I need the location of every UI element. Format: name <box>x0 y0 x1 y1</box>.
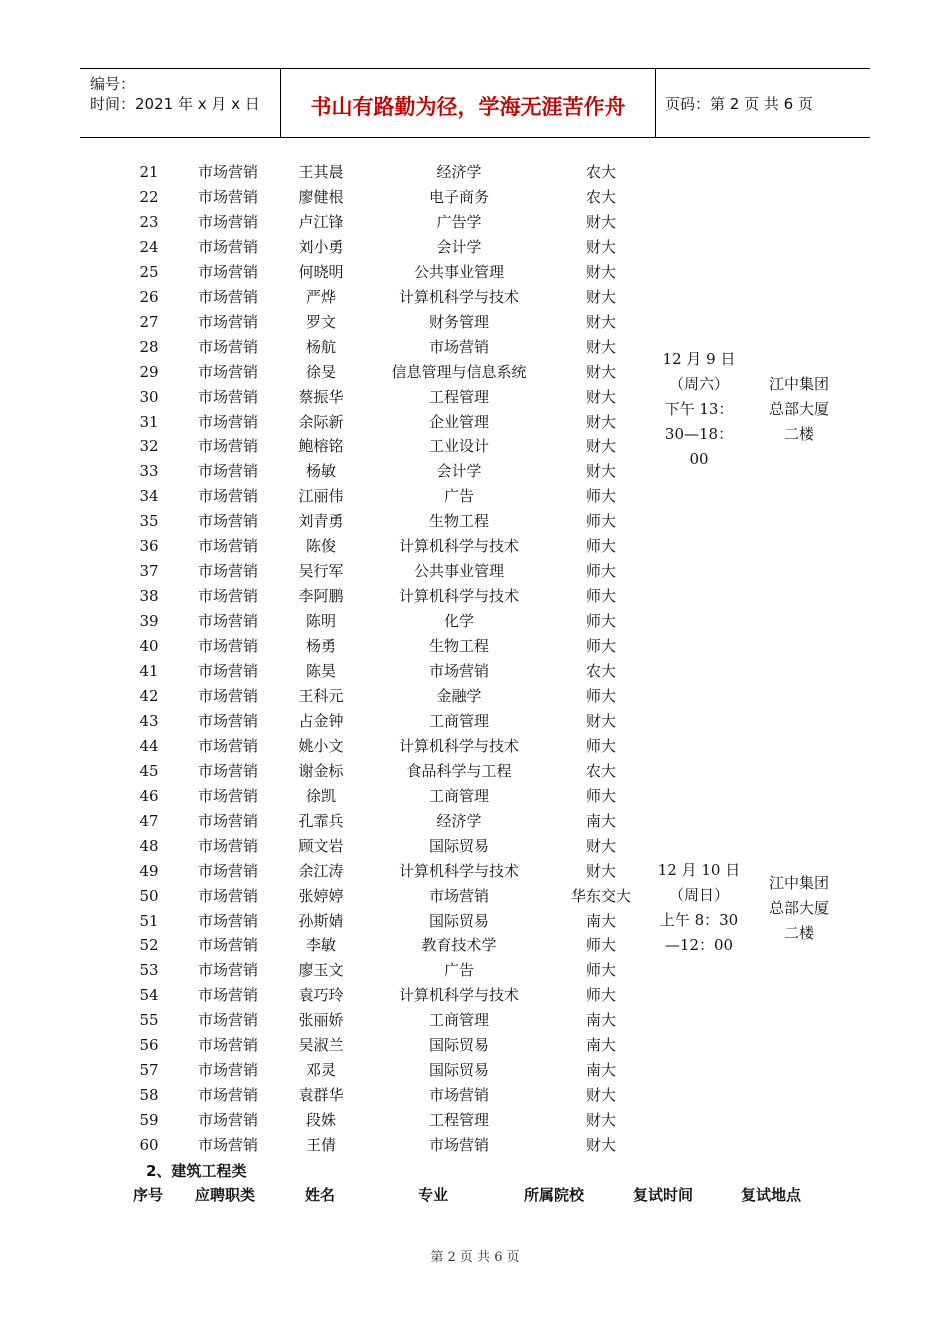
row-number: 30 <box>139 387 159 406</box>
school: 财大 <box>585 337 616 356</box>
major: 化学 <box>443 612 474 631</box>
row-number: 49 <box>139 861 159 880</box>
schedule-line: 二楼 <box>783 924 814 942</box>
row-number: 59 <box>139 1111 159 1130</box>
major: 国际贸易 <box>428 1061 489 1080</box>
table-row <box>0 210 950 235</box>
table-row <box>0 609 950 634</box>
candidate-name: 孔霏兵 <box>298 811 344 830</box>
school: 财大 <box>585 462 616 481</box>
row-number: 52 <box>139 936 159 955</box>
table-row <box>0 659 950 684</box>
table-row <box>0 534 950 559</box>
job-category: 市场营销 <box>197 287 258 306</box>
major: 国际贸易 <box>428 1036 489 1055</box>
job-category: 市场营销 <box>197 936 258 955</box>
major: 工程管理 <box>428 1111 489 1130</box>
school: 财大 <box>585 237 616 256</box>
schedule-line: 江中集团 <box>768 874 829 892</box>
job-category: 市场营销 <box>197 836 258 855</box>
school: 农大 <box>585 187 616 206</box>
table-row <box>0 958 950 983</box>
school: 师大 <box>585 637 616 656</box>
school: 财大 <box>585 387 616 406</box>
schedule-line: （周日） <box>668 886 729 904</box>
candidate-name: 袁巧玲 <box>298 986 344 1005</box>
row-number: 54 <box>139 986 159 1005</box>
candidate-name: 陈明 <box>305 612 336 631</box>
row-number: 23 <box>139 212 159 231</box>
school: 财大 <box>585 287 616 306</box>
candidate-name: 王其晨 <box>298 163 344 181</box>
job-category: 市场营销 <box>197 612 258 631</box>
page-footer: 第 2 页 共 6 页 <box>430 1250 520 1265</box>
major: 电子商务 <box>428 187 489 206</box>
column-header-place: 复试地点 <box>741 1186 802 1204</box>
major: 会计学 <box>436 462 482 481</box>
job-category: 市场营销 <box>197 637 258 656</box>
candidate-name: 蔡振华 <box>298 387 344 406</box>
table-row <box>0 459 950 484</box>
school: 财大 <box>585 412 616 431</box>
major: 财务管理 <box>428 312 489 331</box>
job-category: 市场营销 <box>197 587 258 606</box>
table-row <box>0 310 950 335</box>
table-row <box>0 160 950 185</box>
major: 计算机科学与技术 <box>398 537 519 556</box>
column-header-no: 序号 <box>133 1186 164 1204</box>
candidate-name: 廖玉文 <box>298 961 344 980</box>
row-number: 37 <box>139 562 159 581</box>
major: 公共事业管理 <box>413 262 504 281</box>
table-row <box>0 260 950 285</box>
job-category: 市场营销 <box>197 237 258 256</box>
table-row <box>0 809 950 834</box>
row-number: 45 <box>139 761 159 780</box>
column-header-school: 所属院校 <box>524 1186 585 1204</box>
row-number: 21 <box>139 163 159 181</box>
school: 财大 <box>585 312 616 331</box>
major: 市场营销 <box>428 1086 489 1105</box>
job-category: 市场营销 <box>197 1036 258 1055</box>
schedule-line: 30—18： <box>664 425 734 443</box>
major: 生物工程 <box>428 637 489 656</box>
row-number: 57 <box>139 1061 159 1080</box>
schedule-line: —12：00 <box>664 936 734 954</box>
job-category: 市场营销 <box>197 986 258 1005</box>
schedule-line: 总部大厦 <box>768 899 829 917</box>
job-category: 市场营销 <box>197 337 258 356</box>
row-number: 50 <box>139 886 159 905</box>
row-number: 28 <box>139 337 159 356</box>
major: 企业管理 <box>428 412 489 431</box>
candidate-name: 廖健根 <box>298 187 344 206</box>
candidate-name: 吴淑兰 <box>298 1036 344 1055</box>
job-category: 市场营销 <box>197 387 258 406</box>
major: 市场营销 <box>428 1136 489 1155</box>
job-category: 市场营销 <box>197 537 258 556</box>
job-category: 市场营销 <box>197 736 258 755</box>
schedule-line: 12 月 10 日 <box>657 861 741 879</box>
major: 信息管理与信息系统 <box>391 362 527 381</box>
school: 财大 <box>585 362 616 381</box>
job-category: 市场营销 <box>197 886 258 905</box>
motto: 书山有路勤为径，学海无涯苦作舟 <box>310 95 626 119</box>
job-category: 市场营销 <box>197 562 258 581</box>
school: 师大 <box>585 512 616 531</box>
candidate-name: 刘小勇 <box>298 237 344 256</box>
schedule-time-1 <box>650 347 748 472</box>
candidate-name: 严烨 <box>305 287 336 306</box>
row-number: 33 <box>139 462 159 481</box>
schedule-line: 二楼 <box>783 425 814 443</box>
row-number: 39 <box>139 612 159 631</box>
row-number: 58 <box>139 1086 159 1105</box>
date-label: 时间：2021 年 x 月 x 日 <box>90 95 260 113</box>
candidate-name: 李敏 <box>305 936 336 955</box>
job-category: 市场营销 <box>197 163 258 181</box>
table-row <box>0 734 950 759</box>
schedule-line: 总部大厦 <box>768 400 829 418</box>
school: 南大 <box>585 811 616 830</box>
major: 国际贸易 <box>428 836 489 855</box>
row-number: 32 <box>139 437 159 456</box>
table-row <box>0 834 950 859</box>
section-title: 2、建筑工程类 <box>146 1162 247 1180</box>
school: 农大 <box>585 662 616 680</box>
job-category: 市场营销 <box>197 312 258 331</box>
major: 国际贸易 <box>428 911 489 930</box>
candidate-name: 占金钟 <box>298 711 344 730</box>
candidate-name: 吴行军 <box>298 562 344 581</box>
job-category: 市场营销 <box>197 362 258 381</box>
school: 财大 <box>585 711 616 730</box>
column-header-time: 复试时间 <box>633 1186 694 1204</box>
row-number: 27 <box>139 312 159 331</box>
candidate-name: 段姝 <box>305 1111 336 1130</box>
job-category: 市场营销 <box>197 437 258 456</box>
row-number: 60 <box>139 1136 159 1155</box>
candidate-name: 卢江锋 <box>298 212 344 231</box>
header-page-cell <box>655 69 870 137</box>
schedule-time-2 <box>650 858 748 958</box>
candidate-name: 鲍榕铭 <box>298 437 344 456</box>
school: 农大 <box>585 761 616 780</box>
job-category: 市场营销 <box>197 462 258 481</box>
major: 工商管理 <box>428 1011 489 1030</box>
schedule-place-2 <box>750 871 848 946</box>
row-number: 44 <box>139 736 159 755</box>
job-category: 市场营销 <box>197 761 258 780</box>
job-category: 市场营销 <box>197 961 258 980</box>
candidate-name: 徐旻 <box>305 362 336 381</box>
candidate-name: 江丽伟 <box>298 487 344 506</box>
row-number: 42 <box>139 686 159 705</box>
table-row <box>0 484 950 509</box>
row-number: 48 <box>139 836 159 855</box>
table-row <box>0 1133 950 1158</box>
table-row <box>0 1108 950 1133</box>
major: 市场营销 <box>428 662 489 680</box>
candidate-name: 徐凯 <box>305 786 336 805</box>
table-row <box>0 1033 950 1058</box>
row-number: 26 <box>139 287 159 306</box>
row-number: 46 <box>139 786 159 805</box>
job-category: 市场营销 <box>197 711 258 730</box>
schedule-line: 下午 13： <box>664 400 734 418</box>
school: 师大 <box>585 587 616 606</box>
table-row <box>0 509 950 534</box>
job-category: 市场营销 <box>197 1136 258 1155</box>
candidate-name: 余江涛 <box>298 861 344 880</box>
major: 计算机科学与技术 <box>398 986 519 1005</box>
major: 金融学 <box>436 686 482 705</box>
row-number: 53 <box>139 961 159 980</box>
row-number: 43 <box>139 711 159 730</box>
table-row <box>0 684 950 709</box>
row-number: 56 <box>139 1036 159 1055</box>
school: 师大 <box>585 612 616 631</box>
major: 市场营销 <box>428 886 489 905</box>
row-number: 29 <box>139 362 159 381</box>
job-category: 市场营销 <box>197 811 258 830</box>
candidate-name: 余际新 <box>298 412 344 431</box>
schedule-place-1 <box>750 372 848 447</box>
school: 财大 <box>585 1111 616 1130</box>
row-number: 47 <box>139 811 159 830</box>
table-row <box>0 1058 950 1083</box>
school: 师大 <box>585 736 616 755</box>
candidate-name: 谢金标 <box>298 761 344 780</box>
major: 工程管理 <box>428 387 489 406</box>
table-row <box>0 335 950 360</box>
candidate-name: 顾文岩 <box>298 836 344 855</box>
candidate-name: 陈俊 <box>305 537 336 556</box>
job-category: 市场营销 <box>197 911 258 930</box>
major: 计算机科学与技术 <box>398 861 519 880</box>
row-number: 31 <box>139 412 159 431</box>
job-category: 市场营销 <box>197 212 258 231</box>
candidate-name: 张婷婷 <box>298 886 344 905</box>
schedule-line: （周六） <box>668 375 729 393</box>
table-row <box>0 1008 950 1033</box>
job-category: 市场营销 <box>197 786 258 805</box>
major: 工业设计 <box>428 437 489 456</box>
school: 师大 <box>585 537 616 556</box>
job-category: 市场营销 <box>197 1086 258 1105</box>
major: 教育技术学 <box>421 936 497 955</box>
row-number: 41 <box>139 662 159 680</box>
major: 市场营销 <box>428 337 489 356</box>
major: 工商管理 <box>428 786 489 805</box>
header-motto-cell <box>280 69 656 137</box>
school: 财大 <box>585 212 616 231</box>
number-label: 编号： <box>90 75 136 93</box>
job-category: 市场营销 <box>197 412 258 431</box>
candidate-name: 孙斯婧 <box>298 911 344 930</box>
candidate-name: 李阿鹏 <box>298 587 344 606</box>
major: 经济学 <box>436 811 482 830</box>
job-category: 市场营销 <box>197 686 258 705</box>
major: 计算机科学与技术 <box>398 736 519 755</box>
page-header <box>80 68 870 138</box>
major: 工商管理 <box>428 711 489 730</box>
table-row <box>0 784 950 809</box>
school: 南大 <box>585 1036 616 1055</box>
job-category: 市场营销 <box>197 1061 258 1080</box>
school: 财大 <box>585 861 616 880</box>
candidate-name: 陈昊 <box>305 662 336 680</box>
row-number: 22 <box>139 187 159 206</box>
candidate-name: 王科元 <box>298 686 344 705</box>
job-category: 市场营销 <box>197 1011 258 1030</box>
school: 南大 <box>585 1061 616 1080</box>
row-number: 40 <box>139 637 159 656</box>
major: 生物工程 <box>428 512 489 531</box>
school: 师大 <box>585 686 616 705</box>
candidate-name: 刘青勇 <box>298 512 344 531</box>
major: 广告学 <box>436 212 482 231</box>
candidate-name: 何晓明 <box>298 262 344 281</box>
major: 经济学 <box>436 163 482 181</box>
candidate-name: 袁群华 <box>298 1086 344 1105</box>
school: 师大 <box>585 786 616 805</box>
table-row <box>0 185 950 210</box>
candidate-name: 杨航 <box>305 337 336 356</box>
major: 会计学 <box>436 237 482 256</box>
row-number: 34 <box>139 487 159 506</box>
job-category: 市场营销 <box>197 187 258 206</box>
schedule-line: 12 月 9 日 <box>662 350 736 368</box>
job-category: 市场营销 <box>197 861 258 880</box>
row-number: 35 <box>139 512 159 531</box>
job-category: 市场营销 <box>197 512 258 531</box>
candidate-name: 姚小文 <box>298 736 344 755</box>
candidate-name: 邓灵 <box>305 1061 336 1080</box>
table-row <box>0 235 950 260</box>
school: 师大 <box>585 936 616 955</box>
table-row <box>0 584 950 609</box>
school: 财大 <box>585 1136 616 1155</box>
major: 广告 <box>443 487 474 506</box>
school: 师大 <box>585 986 616 1005</box>
school: 财大 <box>585 836 616 855</box>
major: 公共事业管理 <box>413 562 504 581</box>
column-header-major: 专业 <box>418 1186 449 1204</box>
major: 计算机科学与技术 <box>398 287 519 306</box>
candidate-name: 杨敏 <box>305 462 336 481</box>
school: 财大 <box>585 262 616 281</box>
job-category: 市场营销 <box>197 662 258 680</box>
table-row <box>0 634 950 659</box>
table-row <box>0 1083 950 1108</box>
school: 财大 <box>585 1086 616 1105</box>
school: 师大 <box>585 961 616 980</box>
school: 财大 <box>585 437 616 456</box>
major: 广告 <box>443 961 474 980</box>
table-row <box>0 759 950 784</box>
school: 南大 <box>585 911 616 930</box>
table-row <box>0 559 950 584</box>
candidate-name: 王倩 <box>305 1136 336 1155</box>
major: 计算机科学与技术 <box>398 587 519 606</box>
school: 师大 <box>585 562 616 581</box>
schedule-line: 上午 8：30 <box>659 911 739 929</box>
school: 师大 <box>585 487 616 506</box>
candidate-name: 张丽娇 <box>298 1011 344 1030</box>
row-number: 51 <box>139 911 159 930</box>
header-meta <box>80 69 280 137</box>
column-header-name: 姓名 <box>305 1186 336 1204</box>
column-header-job: 应聘职类 <box>195 1186 256 1204</box>
row-number: 36 <box>139 537 159 556</box>
schedule-line: 江中集团 <box>768 375 829 393</box>
row-number: 55 <box>139 1011 159 1030</box>
table-row <box>0 983 950 1008</box>
row-number: 25 <box>139 262 159 281</box>
job-category: 市场营销 <box>197 262 258 281</box>
candidate-name: 罗文 <box>305 312 336 331</box>
row-number: 38 <box>139 587 159 606</box>
table-row <box>0 709 950 734</box>
school: 农大 <box>585 163 616 181</box>
school: 华东交大 <box>570 886 631 905</box>
table-row <box>0 285 950 310</box>
school: 南大 <box>585 1011 616 1030</box>
schedule-line: 00 <box>689 450 709 468</box>
row-number: 24 <box>139 237 159 256</box>
job-category: 市场营销 <box>197 487 258 506</box>
job-category: 市场营销 <box>197 1111 258 1130</box>
major: 食品科学与工程 <box>406 761 512 780</box>
candidate-name: 杨勇 <box>305 637 336 656</box>
page-label: 页码：第 2 页 共 6 页 <box>665 95 813 113</box>
